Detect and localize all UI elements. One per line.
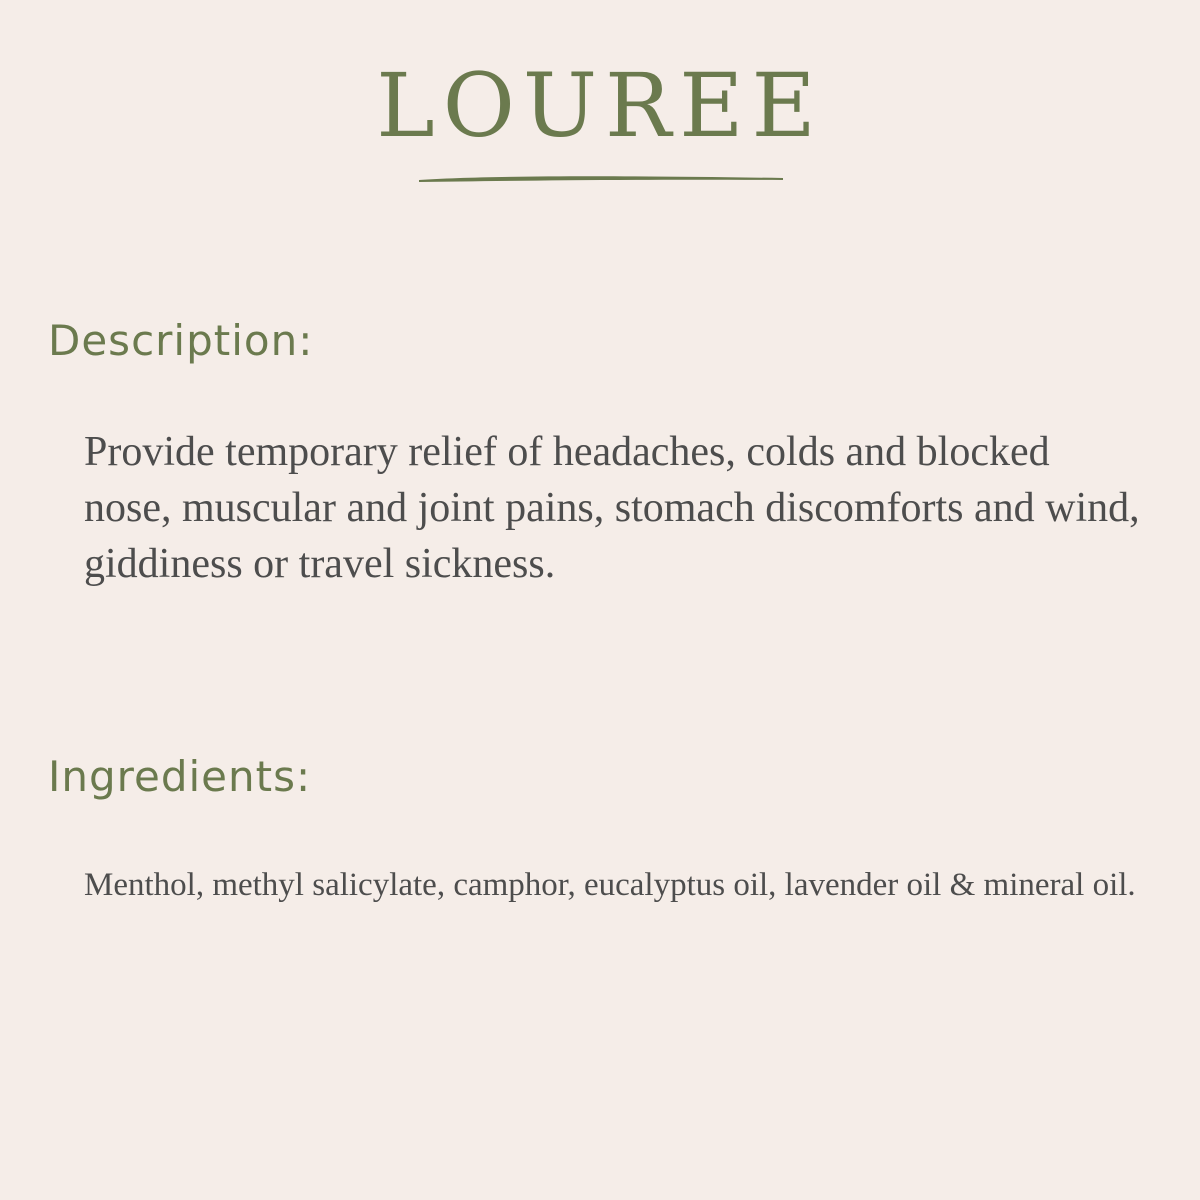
description-heading: Description: <box>48 316 314 365</box>
ingredients-heading: Ingredients: <box>48 752 312 801</box>
brand-underline-stroke <box>417 174 785 184</box>
ingredients-text: Menthol, methyl salicylate, camphor, eucalyptus oil, lavender oil & mineral oil. <box>84 867 1136 903</box>
description-text: Provide temporary relief of headaches, colds and blocked nose, muscular and joint pains, stomach discomforts and wind, giddiness or travel sickness. <box>84 429 1140 587</box>
brand-logo: LOUREE <box>376 54 824 157</box>
